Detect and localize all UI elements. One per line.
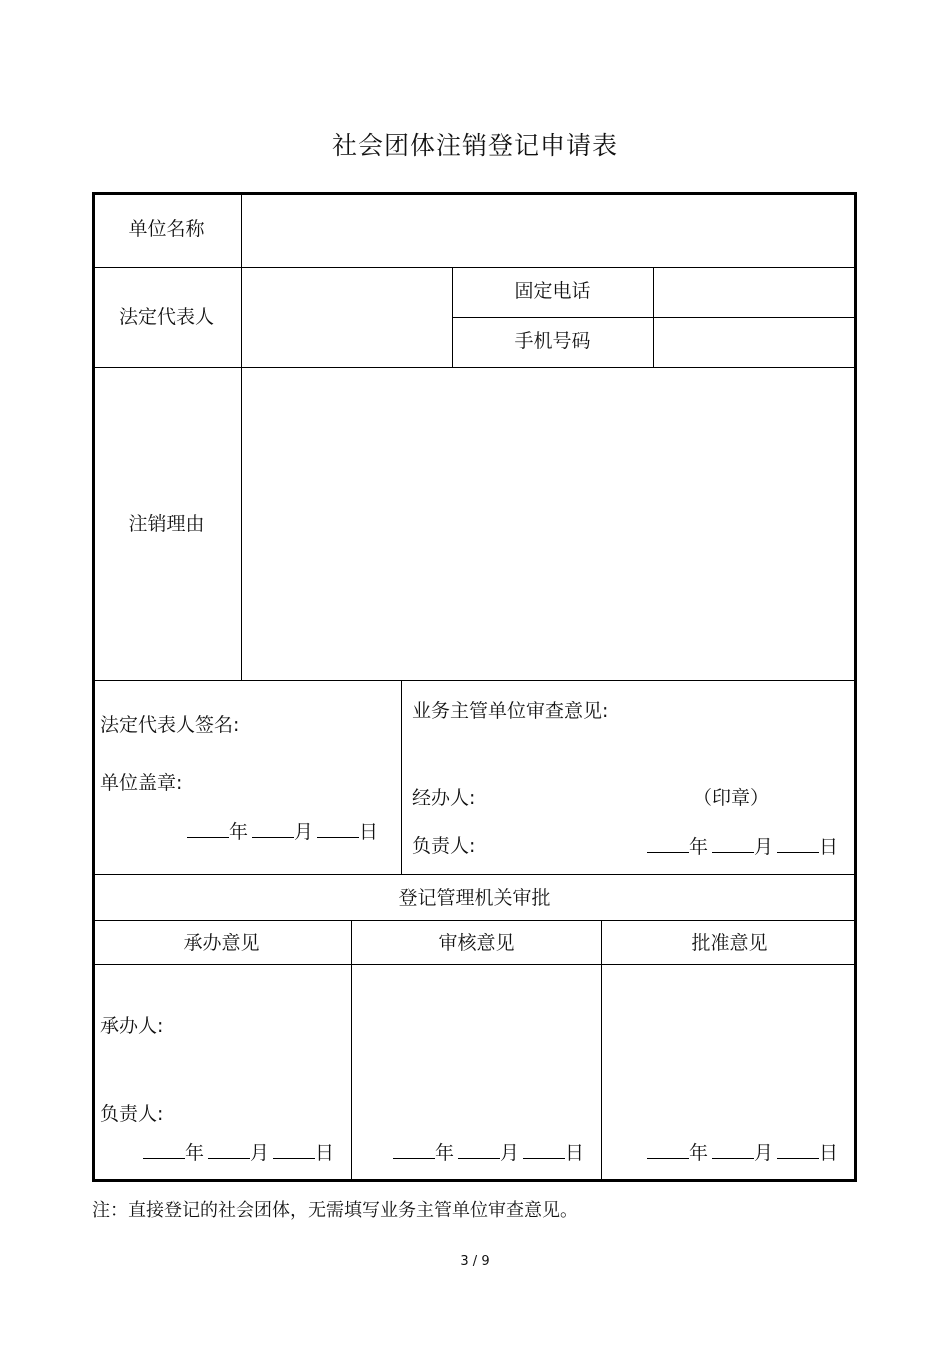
unit-name-field[interactable]: [243, 195, 854, 266]
unit-name-label: 单位名称: [128, 218, 205, 240]
reason-label: 注销理由: [128, 513, 205, 535]
day-label: 日: [565, 1142, 585, 1164]
month-label: 月: [250, 1142, 270, 1164]
col-divider: [653, 267, 654, 367]
day-label: 日: [819, 836, 839, 858]
row-divider: [452, 317, 857, 318]
month-label: 月: [500, 1142, 520, 1164]
form-title: 社会团体注销登记申请表: [331, 131, 618, 160]
signature-date: [187, 819, 378, 844]
supervisor-responsible-label: 负责人:: [412, 835, 476, 857]
reason-field[interactable]: [243, 369, 854, 679]
seal-label: （印章）: [693, 787, 770, 809]
month-label: 月: [754, 1142, 774, 1164]
col-divider: [601, 920, 602, 1182]
month-label: 月: [294, 821, 314, 843]
handler-label: 经办人:: [412, 787, 476, 809]
col-divider: [351, 920, 352, 1182]
review-opinion-header: 审核意见: [438, 932, 515, 954]
review-date: [393, 1140, 584, 1165]
row-divider: [92, 367, 857, 368]
approve-date: [647, 1140, 838, 1165]
row-divider: [92, 680, 857, 681]
mobile-label: 手机号码: [514, 330, 591, 352]
month-label: 月: [754, 836, 774, 858]
year-label: 年: [435, 1142, 455, 1164]
row-divider: [92, 267, 857, 268]
legal-rep-signature-label: 法定代表人签名:: [100, 714, 240, 736]
undertake-date: [143, 1140, 334, 1165]
year-label: 年: [185, 1142, 205, 1164]
supervisor-opinion-label: 业务主管单位审查意见:: [412, 700, 609, 722]
day-label: 日: [315, 1142, 335, 1164]
undertaker-label: 承办人:: [100, 1015, 164, 1037]
approval-header: 登记管理机关审批: [398, 887, 551, 909]
page-number: 3 / 9: [460, 1254, 490, 1269]
row-divider: [92, 920, 857, 921]
row-divider: [92, 964, 857, 965]
footnote: 注：直接登记的社会团体，无需填写业务主管单位审查意见。: [92, 1200, 578, 1221]
day-label: 日: [819, 1142, 839, 1164]
legal-rep-label: 法定代表人: [118, 306, 214, 328]
landline-field[interactable]: [655, 269, 854, 316]
row-divider: [92, 874, 857, 875]
year-label: 年: [689, 836, 709, 858]
approve-opinion-header: 批准意见: [691, 932, 768, 954]
approval-responsible-label: 负责人:: [100, 1103, 164, 1125]
landline-label: 固定电话: [514, 280, 591, 302]
undertake-opinion-header: 承办意见: [183, 932, 260, 954]
col-divider: [241, 192, 242, 680]
year-label: 年: [229, 821, 249, 843]
mobile-field[interactable]: [655, 319, 854, 366]
year-label: 年: [689, 1142, 709, 1164]
day-label: 日: [359, 821, 379, 843]
col-divider: [401, 680, 402, 874]
supervisor-date: [647, 834, 838, 859]
legal-rep-field[interactable]: [243, 269, 451, 366]
unit-seal-label: 单位盖章:: [100, 772, 183, 794]
